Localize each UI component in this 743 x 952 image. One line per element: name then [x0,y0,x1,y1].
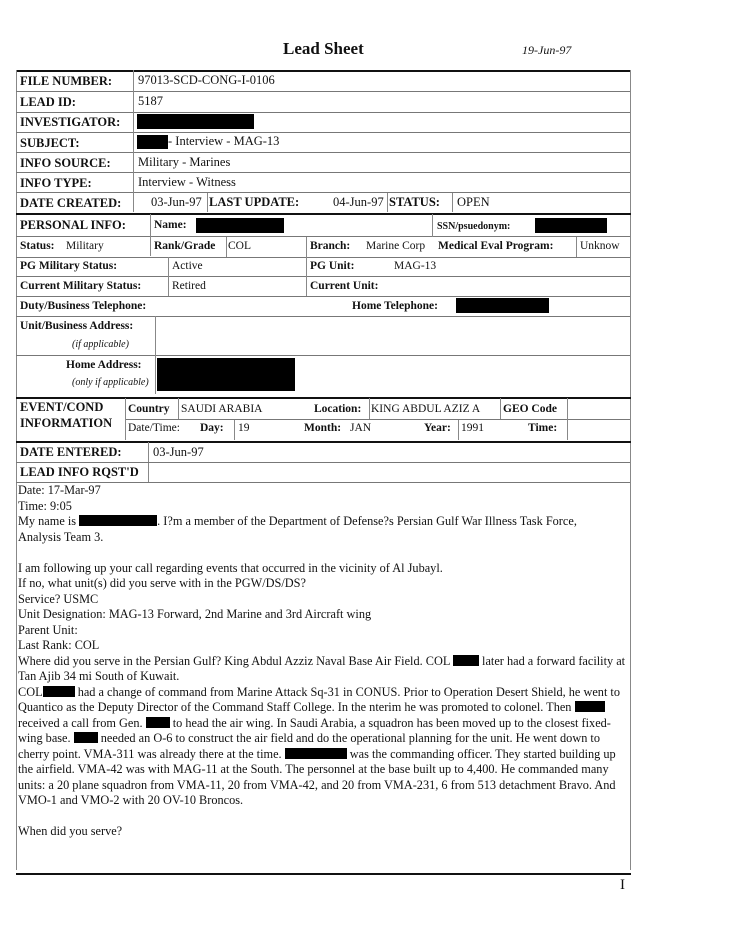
column-line [155,316,156,394]
event-cond-label: EVENT/COND [20,400,104,414]
redaction-block [575,701,605,712]
redaction-block [79,515,157,526]
branch-value: Marine Corp [366,240,426,252]
column-line [369,398,370,419]
note-text: COL [18,684,43,699]
divider [16,316,630,317]
unit-address-label: Unit/Business Address: [20,320,134,332]
note-line: If no, what unit(s) did you serve with in the PGW/DS/DS? [18,576,306,590]
note-text: . I?m a member of the Department of Defense?s Persian Gulf War Illness Task Force, [157,514,577,528]
interview-notes [18,483,630,840]
redaction-block [196,218,284,233]
time-label: Time: [528,422,558,434]
month-label: Month: [304,422,342,434]
name-label: Name: [154,219,187,231]
right-border [630,70,631,870]
last-update-label: LAST UPDATE: [209,195,300,209]
note-line: Last Rank: COL [18,638,100,652]
medical-eval-label: Medical Eval Program: [438,240,554,252]
note-text: received a call from Gen. [18,715,143,730]
info-source-label: INFO SOURCE: [20,156,111,170]
pg-military-status-label: PG Military Status: [20,260,118,272]
section-divider [16,397,631,399]
day-value: 19 [238,422,250,434]
location-value: KING ABDUL AZIZ A [371,403,481,415]
status-field-label: Status: [20,240,55,252]
column-line [150,214,151,256]
datetime-label: Date/Time: [128,422,180,434]
divider [125,419,630,420]
redaction-block [456,298,549,313]
note-paragraph [18,685,630,809]
redaction-block [157,358,295,391]
home-address-label: Home Address: [66,359,142,371]
top-border [16,70,631,72]
personal-info-label: PERSONAL INFO: [20,218,126,232]
file-number-value: 97013-SCD-CONG-I-0106 [138,73,275,87]
rank-value: COL [228,240,251,252]
column-line [432,214,433,237]
column-line [567,398,568,440]
blank-line [18,545,630,561]
year-value: 1991 [461,422,484,434]
status-value: OPEN [457,195,490,209]
ssn-label: SSN/psuedonym: [437,221,511,232]
bottom-border [16,873,631,875]
note-text: to head the air wing. In Saudi Arabia, a squadron has been moved up to the closest fixed-wing base. [18,715,611,745]
pg-military-status-value: Active [172,260,203,272]
location-label: Location: [314,403,362,415]
divider [16,91,630,92]
column-line [168,257,169,296]
home-telephone-label: Home Telephone: [352,300,438,312]
divider [16,112,630,113]
date-entered-label: DATE ENTERED: [20,445,122,459]
info-type-value: Interview - Witness [138,175,236,189]
redaction-block [137,114,254,129]
report-date: 19-Jun-97 [522,43,572,57]
column-line [576,237,577,257]
note-text: Where did you serve in the Persian Gulf? King Abdul Azziz Naval Base Air Field. COL [18,653,450,668]
divider [16,192,630,193]
note-line: Unit Designation: MAG-13 Forward, 2nd Marine and 3rd Aircraft wing [18,607,372,621]
section-divider [16,213,631,215]
geo-code-label: GEO Code [503,403,557,415]
status-label: STATUS: [389,195,440,209]
day-label: Day: [200,422,224,434]
column-line [178,398,179,419]
note-line: Analysis Team 3. [18,529,104,544]
note-line: I am following up your call regarding events that occurred in the vicinity of Al Jubayl. [18,560,443,575]
note-paragraph [18,654,630,685]
redaction-block [74,732,98,743]
date-created-label: DATE CREATED: [20,196,122,210]
column-line [458,420,459,440]
home-address-note: (only if applicable) [72,377,149,388]
medical-eval-value: Unknow [580,240,620,252]
current-military-status-label: Current Military Status: [20,280,142,292]
divider [16,276,630,277]
unit-address-note: (if applicable) [72,339,129,350]
column-line [207,193,208,212]
current-military-status-value: Retired [172,280,206,292]
date-created-value: 03-Jun-97 [151,195,202,209]
info-source-value: Military - Marines [138,155,231,169]
branch-label: Branch: [310,240,351,252]
note-text: had a change of command from Marine Attack Sq-31 in CONUS. Prior to Operation Desert Shield, he went to Quantico as the Deputy Director of the Command Staff College. In the nterim he was promoted to colonel. Then [18,684,620,714]
column-line [306,237,307,296]
divider [16,257,630,258]
year-label: Year: [424,422,451,434]
month-value: JAN [350,422,372,434]
last-update-value: 04-Jun-97 [333,195,384,209]
note-line [18,514,630,530]
rank-label: Rank/Grade [154,240,216,252]
info-type-label: INFO TYPE: [20,176,92,190]
lead-info-label: LEAD INFO RQST'D [20,465,139,479]
redaction-block [43,686,75,697]
redaction-block [453,655,479,666]
country-value: SAUDI ARABIA [181,403,263,415]
country-label: Country [128,403,170,415]
status-field-value: Military [66,240,104,252]
note-text: later had a forward facility at Tan Ajib 34 mi South of Kuwait. [18,653,626,683]
file-number-label: FILE NUMBER: [20,74,113,88]
lead-id-label: LEAD ID: [20,95,76,109]
note-line: When did you serve? [18,824,123,838]
subject-label: SUBJECT: [20,136,80,150]
redaction-block [535,218,607,233]
event-information-label: INFORMATION [20,416,113,430]
redaction-block [146,717,170,728]
note-text: My name is [18,514,77,528]
blank-line [18,809,630,825]
note-line: Parent Unit: [18,622,78,637]
note-line: Time: 9:05 [18,498,72,513]
duty-telephone-label: Duty/Business Telephone: [20,300,147,312]
divider [16,132,630,133]
pg-unit-value: MAG-13 [394,260,437,272]
subject-value: - Interview - MAG-13 [168,134,280,148]
divider [16,236,630,237]
note-text: needed an O-6 to construct the air field and do the operational planning for the unit. He went down to cherry point. VMA-311 was already there at the time. [18,731,600,761]
left-border [16,70,17,870]
column-line [125,398,126,440]
column-line [452,193,453,212]
divider [16,152,630,153]
column-line [387,193,388,212]
redaction-block [137,135,168,149]
note-text: was the commanding officer. They started building up the airfield. VMA-42 was with MAG-11 at the South. The personnel at the base built up to 4,400. He commanded many units: a 20 plane squadron from VMA-11, 20 from VMA-42, and 20 from VMA-231, 6 from 513 detachment Bravo. And VMO-1 and VMO-2 with 20 OV-10 Broncos. [18,746,616,807]
divider [16,296,630,297]
pg-unit-label: PG Unit: [310,260,355,272]
column-line [226,237,227,257]
divider [16,172,630,173]
column-line [133,70,134,212]
column-line [234,420,235,440]
page-title: Lead Sheet [283,39,364,58]
lead-id-value: 5187 [138,94,163,108]
investigator-label: INVESTIGATOR: [20,115,121,129]
date-entered-value: 03-Jun-97 [153,445,204,459]
note-line: Service? USMC [18,591,99,606]
section-divider [16,441,631,443]
divider [16,462,630,463]
note-line: Date: 17-Mar-97 [18,483,101,497]
column-line [500,398,501,419]
divider [16,355,630,356]
page-mark: I [620,877,625,893]
current-unit-label: Current Unit: [310,280,379,292]
redaction-block [285,748,347,759]
